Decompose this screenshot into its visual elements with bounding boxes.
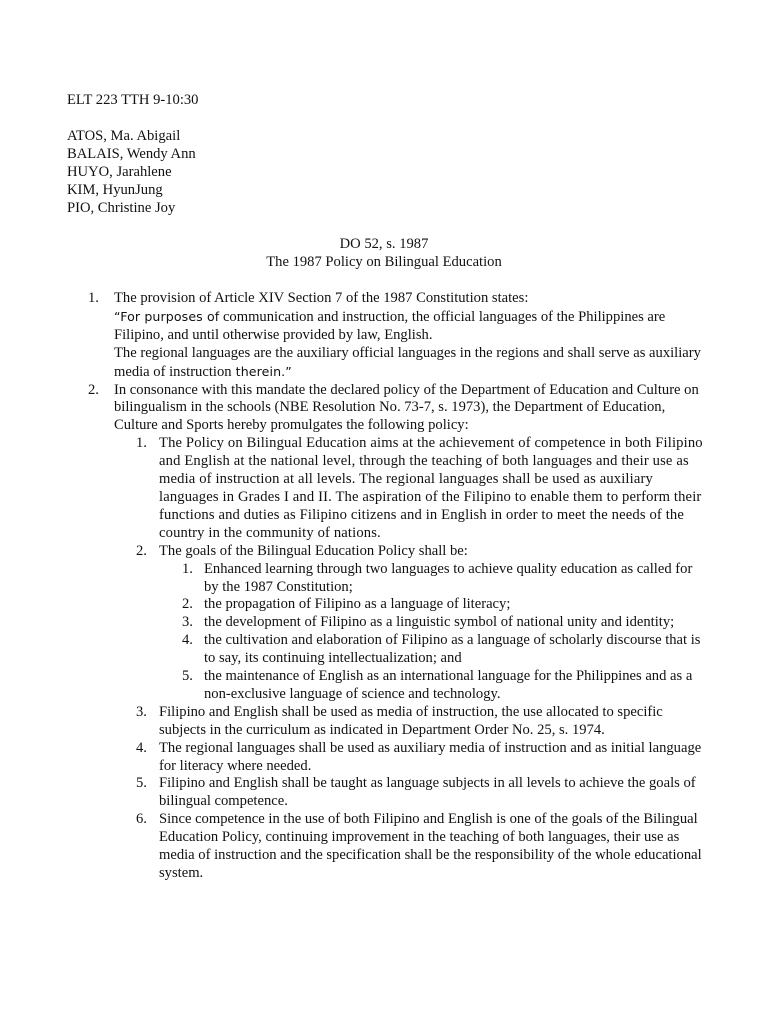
goal-number: 3. [182,614,193,631]
member-name: KIM, HyunJung [67,181,163,198]
goal-number: 2. [182,596,193,613]
course-code: ELT 223 TTH 9-10:30 [67,92,199,108]
group-members [67,128,196,217]
goal-item [159,596,707,614]
goal-text: the cultivation and elaboration of Filipino as a language of scholarly discourse that is to say, its continuing intellectualization; and [204,632,701,667]
goal-item [159,561,707,597]
sub-list-item [114,775,707,811]
member-name: PIO, Christine Joy [67,199,176,216]
list-item [67,382,707,883]
order-number: DO 52, s. 1987 [339,236,429,252]
list-item [67,290,707,382]
constitution-quote-paragraph [114,345,707,382]
member-name: ATOS, Ma. Abigail [67,128,181,144]
member-name: HUYO, Jarahlene [67,163,172,180]
sub-item-number: 6. [136,811,147,828]
item-text: In consonance with this mandate the declared policy of the Department of Education and Culture on bilingualism in the schools (NBE Resolution No. 73-7, s. 1973), the Department of Education, Culture and Sports hereby promulgates the following policy: [114,381,699,434]
constitution-quote [114,308,707,345]
sub-item-text: The regional languages shall be used as auxiliary media of instruction and as initial language for literacy where needed. [159,739,702,774]
item-number: 1. [88,290,99,306]
sub-item-text: The Policy on Bilingual Education aims at the achievement of competence in both Filipino and English at the national level, through the teaching of both languages and their use as media of instruction at all levels. The regional languages shall be used as auxiliary languages in Grades I and II. The aspiration of the Filipino to enable them to perform their functions and duties as Filipino citizens and in English in order to meet the needs of the country in the community of nations. [159,435,703,541]
quote-text: The regional languages are the auxiliary official languages in the regions and shall serve as auxiliary media of instruction [114,344,701,380]
goal-number: 5. [182,668,193,685]
document-heading [0,236,768,272]
goal-item [159,668,707,704]
sub-list-item [114,704,707,740]
document-title: The 1987 Policy on Bilingual Education [266,253,502,270]
quote-closing: therein.” [231,363,292,379]
sub-item-number: 3. [136,703,147,720]
goal-text: the development of Filipino as a linguistic symbol of national unity and identity; [204,614,675,631]
sub-list-item [114,740,707,776]
policy-list [67,290,707,883]
item-text: The provision of Article XIV Section 7 of the 1987 Constitution states: [114,290,529,306]
sub-list-item [114,543,707,704]
goal-number: 4. [182,632,193,649]
sub-item-text: The goals of the Bilingual Education Policy shall be: [159,542,468,559]
sub-item-number: 5. [136,775,147,792]
goal-item [159,614,707,632]
sub-item-number: 2. [136,542,147,559]
quote-opening: “For purposes of [114,308,220,324]
sub-list-item [114,811,707,883]
goal-text: the propagation of Filipino as a language of literacy; [204,596,511,613]
sub-list-item [114,435,707,542]
item-number: 2. [88,381,99,398]
sub-item-text: Filipino and English shall be taught as language subjects in all levels to achieve the goals of bilingual competence. [159,775,696,810]
goal-number: 1. [182,560,193,577]
quote-text: communication and instruction, the official languages of the Philippines are Filipino, and until otherwise provided by law, English. [114,308,666,343]
sub-item-text: Since competence in the use of both Filipino and English is one of the goals of the Bilingual Education Policy, continuing improvement in the teaching of both languages, their use as media of instruction and the specification shall be the responsibility of the whole educational system. [159,811,702,881]
sub-item-number: 4. [136,739,147,756]
goal-item [159,632,707,668]
sub-item-text: Filipino and English shall be used as media of instruction, the use allocated to specific subjects in the curriculum as indicated in Department Order No. 25, s. 1974. [159,703,663,738]
sub-item-number: 1. [136,435,147,452]
member-name: BALAIS, Wendy Ann [67,145,196,162]
goal-text: the maintenance of English as an international language for the Philippines and as a non-exclusive language of science and technology. [204,668,693,702]
goal-text: Enhanced learning through two languages to achieve quality education as called for by the 1987 Constitution; [204,560,693,595]
